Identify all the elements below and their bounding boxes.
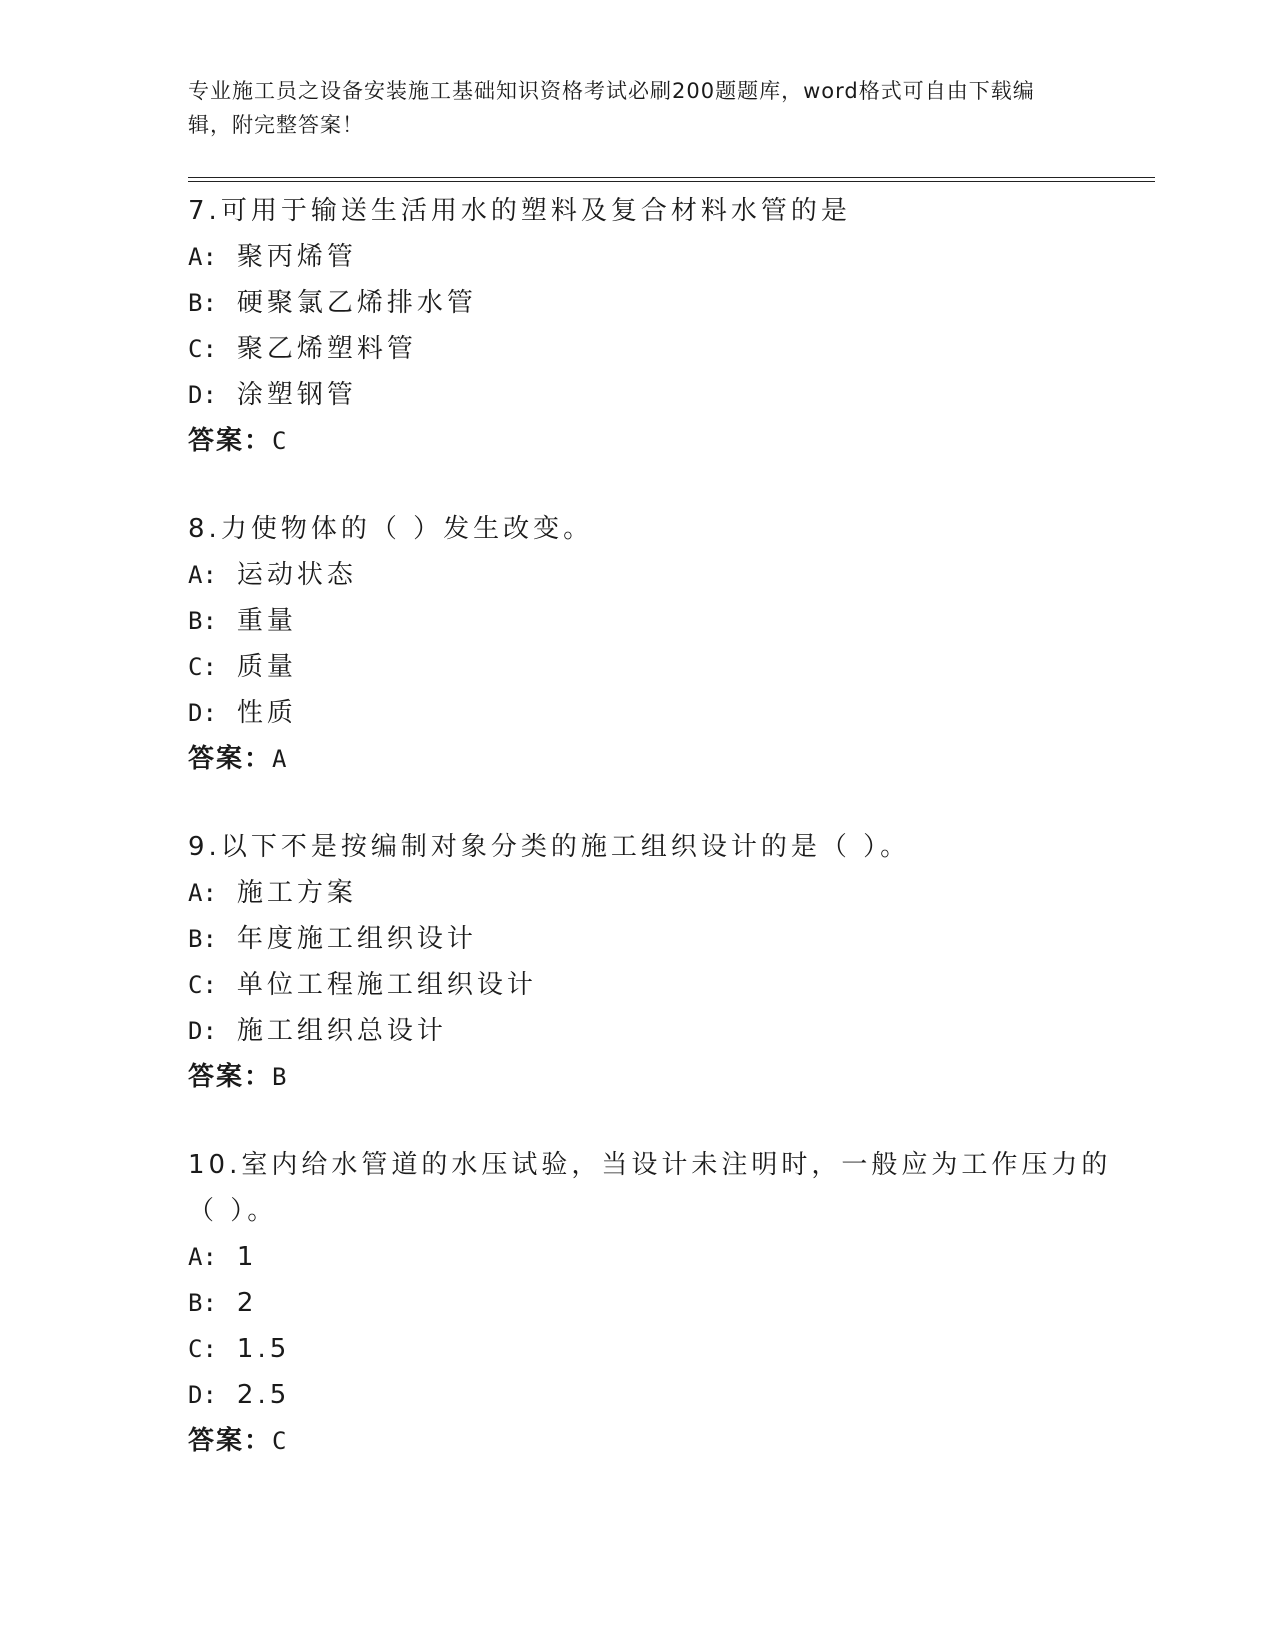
option-text: 2.5 [236,1380,291,1410]
option-key: B: [188,607,217,635]
answer-value: C [272,427,287,455]
option-text: 1 [236,1242,258,1272]
option-a [188,870,1128,916]
option-text: 聚丙烯管 [236,242,357,272]
question-number: 9. [188,832,221,862]
option-d [188,372,1128,418]
option-key: A: [188,561,217,589]
option-key: B: [188,1289,217,1317]
answer-label: 答案： [188,1426,273,1456]
option-key: A: [188,243,217,271]
option-text: 性质 [236,698,297,728]
option-b [188,1280,1128,1326]
question-stem: 室内给水管道的水压试验，当设计未注明时，一般应为工作压力的（ ）。 [188,1150,1112,1226]
option-text: 施工方案 [236,878,357,908]
question-text [188,824,1128,870]
question-text [188,1142,1128,1234]
option-key: B: [188,289,217,317]
answer-value: A [272,745,287,773]
option-key: D: [188,381,217,409]
question-text [188,506,1128,552]
option-text: 硬聚氯乙烯排水管 [236,288,477,318]
option-a [188,234,1128,280]
option-key: C: [188,971,217,999]
document-header: 专业施工员之设备安装施工基础知识资格考试必刷200题题库，word格式可自由下载编辑，附完整答案！ [188,79,1035,137]
answer-line [188,1054,1128,1100]
option-key: D: [188,1017,217,1045]
option-text: 重量 [236,606,297,636]
option-c [188,326,1128,372]
option-text: 聚乙烯塑料管 [236,334,417,364]
answer-value: B [272,1063,287,1091]
option-key: D: [188,699,217,727]
option-key: B: [188,925,217,953]
option-c [188,644,1128,690]
option-key: A: [188,1243,217,1271]
question-stem: 力使物体的（ ）发生改变。 [220,514,594,544]
option-d [188,1008,1128,1054]
option-text: 年度施工组织设计 [236,924,477,954]
option-key: C: [188,653,217,681]
option-key: C: [188,1335,217,1363]
option-text: 涂塑钢管 [236,380,357,410]
question-list [188,188,1128,1506]
option-text: 1.5 [236,1334,291,1364]
answer-label: 答案： [188,744,273,774]
option-b [188,280,1128,326]
answer-value: C [272,1427,287,1455]
answer-label: 答案： [188,1062,273,1092]
option-b [188,916,1128,962]
answer-line [188,736,1128,782]
answer-line [188,418,1128,464]
question-number: 7. [188,196,221,226]
question-9 [188,824,1128,1100]
option-text: 施工组织总设计 [236,1016,447,1046]
question-number: 8. [188,514,221,544]
option-b [188,598,1128,644]
answer-line [188,1418,1128,1464]
option-key: C: [188,335,217,363]
option-a [188,1234,1128,1280]
question-10 [188,1142,1128,1464]
question-stem: 可用于输送生活用水的塑料及复合材料水管的是 [220,196,851,226]
option-c [188,962,1128,1008]
option-c [188,1326,1128,1372]
question-7 [188,188,1128,464]
question-8 [188,506,1128,782]
question-number: 10. [188,1150,242,1180]
option-d [188,690,1128,736]
option-text: 运动状态 [236,560,357,590]
option-key: A: [188,879,217,907]
option-a [188,552,1128,598]
question-text [188,188,1128,234]
option-text: 质量 [236,652,297,682]
header-divider-top [188,177,1155,178]
answer-label: 答案： [188,426,273,456]
option-text: 2 [236,1288,258,1318]
header-divider-bottom [188,181,1155,182]
question-stem: 以下不是按编制对象分类的施工组织设计的是（ ）。 [220,832,911,862]
option-d [188,1372,1128,1418]
option-text: 单位工程施工组织设计 [236,970,537,1000]
option-key: D: [188,1381,217,1409]
